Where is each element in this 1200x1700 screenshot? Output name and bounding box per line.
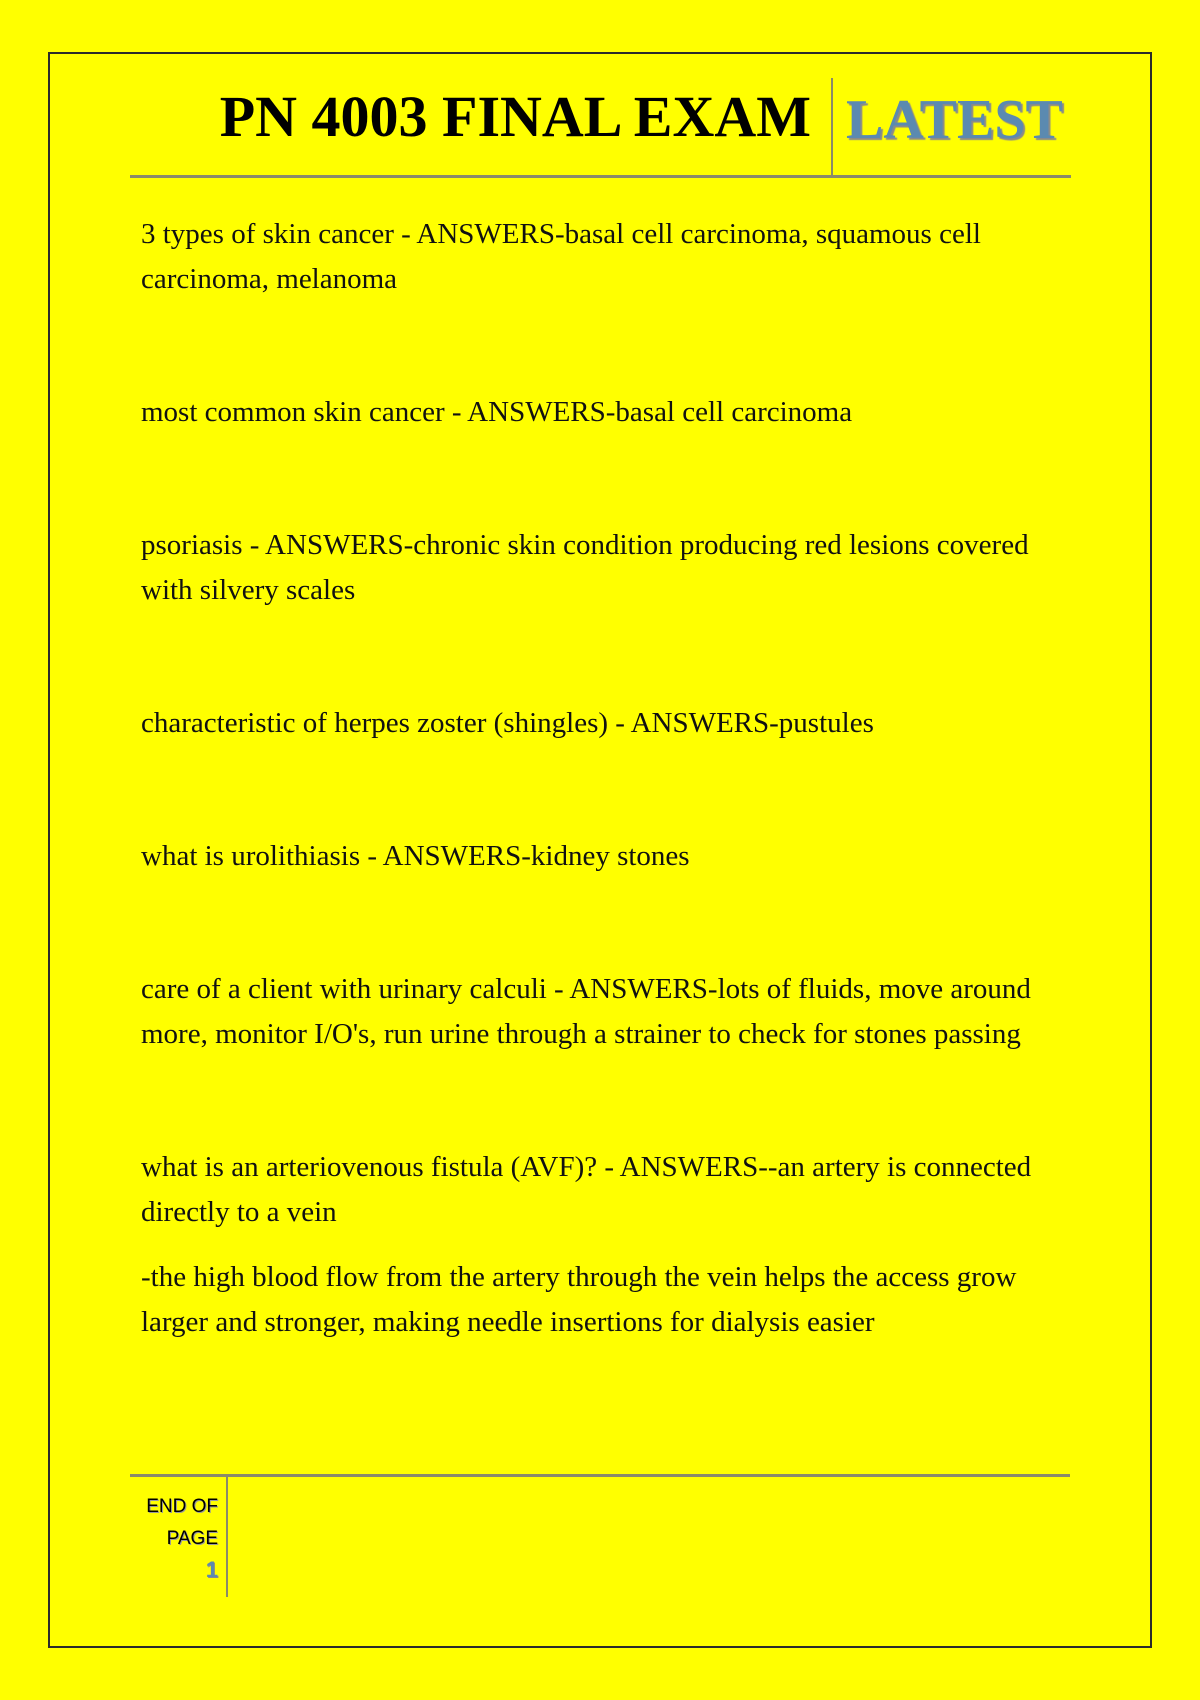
page-header: [130, 78, 1071, 178]
qa-entry-avf: what is an arteriovenous fistula (AVF)? - ANSWERS--an artery is connected directly to a vein: [141, 1151, 1032, 1228]
page-title: PN 4003 FINAL EXAM: [219, 84, 811, 149]
qa-entry-skin-cancer-types: 3 types of skin cancer - ANSWERS-basal cell carcinoma, squamous cell carcinoma, melanoma: [141, 218, 981, 295]
qa-entry-psoriasis: psoriasis - ANSWERS-chronic skin condition producing red lesions covered with silvery scales: [141, 529, 1029, 606]
qa-entry-urinary-calculi: care of a client with urinary calculi - ANSWERS-lots of fluids, move around more, monitor I/O's, run urine through a strainer to check for stones passing: [141, 973, 1031, 1050]
page-number: 1: [205, 1557, 218, 1582]
qa-entry-urolithiasis: what is urolithiasis - ANSWERS-kidney stones: [141, 840, 690, 872]
end-of-page-label: [130, 1491, 218, 1555]
qa-list: [141, 212, 1066, 1345]
latest-tag: LATEST: [846, 89, 1063, 151]
page-footer: [130, 1474, 1070, 1594]
end-of-label: END OF: [146, 1496, 218, 1517]
page-label: PAGE: [166, 1528, 218, 1549]
qa-entry-common-skin-cancer: most common skin cancer - ANSWERS-basal cell carcinoma: [141, 396, 853, 428]
qa-entry-herpes-zoster: characteristic of herpes zoster (shingles) - ANSWERS-pustules: [141, 707, 874, 739]
header-divider: [831, 78, 833, 178]
footer-divider: [226, 1477, 228, 1597]
qa-entry-avf-continued: -the high blood flow from the artery through the vein helps the access grow larger and stronger, making needle insertions for dialysis easier: [141, 1261, 1017, 1338]
